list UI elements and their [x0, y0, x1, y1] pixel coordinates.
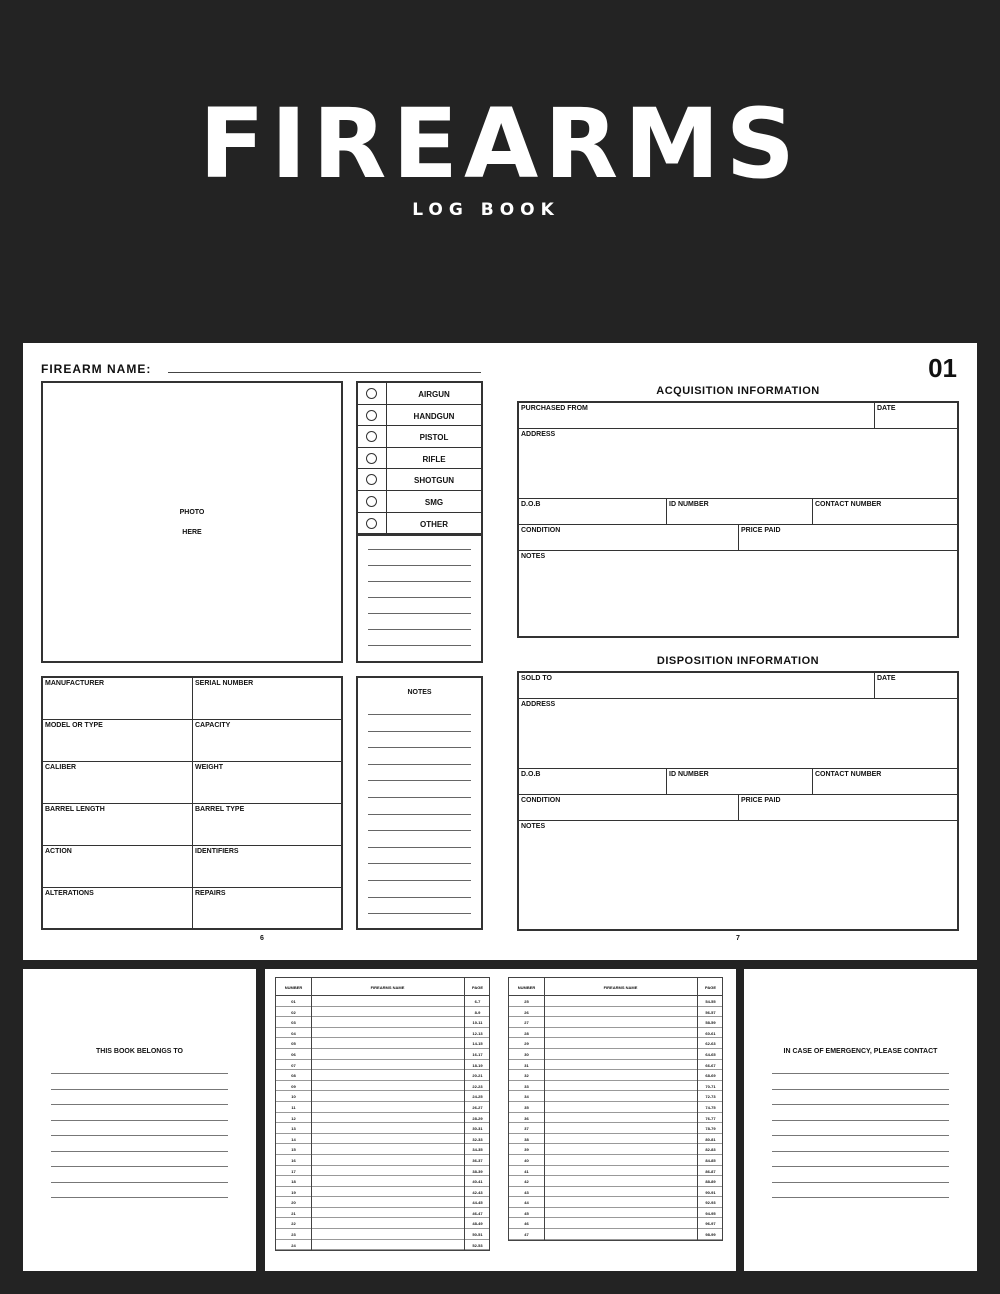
form-label-condition: CONDITION [521, 797, 561, 804]
row-page: 98-99 [705, 1232, 716, 1238]
row-number: 23 [291, 1232, 296, 1238]
spec-field [193, 804, 341, 846]
table-row [509, 1028, 722, 1039]
write-line [368, 797, 471, 798]
row-number: 37 [524, 1126, 529, 1132]
form-label-price: PRICE PAID [741, 527, 781, 534]
row-page: 80-81 [705, 1136, 716, 1142]
row-page: 88-89 [705, 1179, 716, 1185]
table-row [509, 1123, 722, 1134]
write-line [772, 1166, 949, 1167]
table-row [276, 1081, 489, 1092]
write-line [368, 847, 471, 848]
write-line [51, 1089, 228, 1090]
write-line [772, 1135, 949, 1136]
write-line [772, 1120, 949, 1121]
row-number: 25 [524, 999, 529, 1004]
row-number: 29 [524, 1041, 529, 1047]
row-number: 03 [291, 1020, 296, 1026]
row-page: 24-25 [472, 1094, 483, 1100]
row-page: 8-9 [474, 1009, 481, 1015]
form-field-price [739, 525, 957, 551]
row-number: 10 [291, 1094, 296, 1100]
spec-field [193, 762, 341, 804]
table-row [276, 1176, 489, 1187]
contents-header [509, 978, 722, 996]
form-field-address [519, 429, 957, 499]
type-row [358, 405, 481, 427]
row-number: 01 [291, 999, 296, 1004]
row-page: 62-63 [705, 1041, 716, 1047]
write-line [772, 1089, 949, 1090]
row-page: 40-41 [472, 1179, 483, 1185]
row-page: 32-33 [472, 1136, 483, 1142]
type-label: AIRGUN [418, 390, 450, 399]
row-page: 28-29 [472, 1115, 483, 1121]
log-page-spread [23, 343, 977, 960]
row-number: 20 [291, 1200, 296, 1206]
row-page: 60-61 [705, 1030, 716, 1036]
header-cell: PAGE [471, 985, 484, 990]
spec-field [43, 888, 193, 930]
row-number: 11 [291, 1104, 296, 1110]
form-field-from [519, 403, 875, 429]
write-line [368, 880, 471, 881]
type-row [358, 491, 481, 513]
table-row [509, 1134, 722, 1145]
form-field-address [519, 699, 957, 769]
acquisition-title: ACQUISITION INFORMATION [656, 385, 820, 397]
write-line [772, 1182, 949, 1183]
table-row [509, 1081, 722, 1092]
row-number: 46 [524, 1221, 529, 1227]
row-number: 08 [291, 1073, 296, 1079]
row-page: 12-13 [472, 1030, 483, 1036]
write-line [368, 863, 471, 864]
write-line [368, 814, 471, 815]
row-number: 33 [524, 1083, 529, 1089]
write-line [772, 1151, 949, 1152]
spec-field [43, 804, 193, 846]
table-row [509, 1229, 722, 1240]
row-number: 18 [291, 1179, 296, 1185]
radio-icon[interactable] [366, 496, 377, 507]
table-row [276, 1208, 489, 1219]
row-number: 43 [524, 1189, 529, 1195]
type-label: RIFLE [422, 454, 446, 464]
row-page: 74-75 [705, 1104, 716, 1110]
row-number: 40 [524, 1157, 529, 1163]
form-label-price: PRICE PAID [741, 797, 781, 804]
spec-label: MODEL OR TYPE [45, 722, 103, 729]
row-number: 09 [291, 1083, 296, 1089]
column-divider [311, 978, 312, 1250]
form-label-notes: NOTES [521, 823, 546, 830]
row-page: 92-93 [705, 1200, 716, 1206]
row-page: 48-49 [472, 1221, 483, 1227]
form-field-id [667, 769, 813, 795]
form-field-price [739, 795, 957, 821]
write-line [368, 830, 471, 831]
form-field-date [875, 403, 957, 429]
row-number: 31 [524, 1062, 529, 1068]
row-number: 38 [524, 1136, 529, 1142]
row-number: 44 [524, 1200, 529, 1206]
row-page: 10-11 [472, 1020, 483, 1026]
row-page: 54-55 [705, 999, 716, 1004]
photo-label-1: PHOTO [179, 509, 205, 516]
row-number: 04 [291, 1030, 296, 1036]
header-cell: FIREARMS NAME [370, 985, 405, 990]
table-row [509, 1155, 722, 1166]
write-line [368, 645, 471, 646]
form-label-contact: CONTACT NUMBER [815, 771, 882, 778]
spec-field [43, 678, 193, 720]
row-number: 17 [291, 1168, 296, 1174]
spec-field [43, 762, 193, 804]
write-line [368, 714, 471, 715]
row-page: 14-15 [472, 1041, 483, 1047]
form-label-id: ID NUMBER [669, 501, 709, 508]
form-label-dob: D.O.B [521, 501, 541, 508]
table-row [509, 1166, 722, 1177]
spec-field [193, 678, 341, 720]
table-row [509, 1038, 722, 1049]
form-label-condition: CONDITION [521, 527, 561, 534]
spec-label: WEIGHT [195, 764, 223, 771]
belongs-to-page [23, 969, 256, 1271]
form-label-from: PURCHASED FROM [521, 405, 588, 412]
entry-number: 01 [928, 353, 957, 383]
row-number: 26 [524, 1009, 529, 1015]
type-label: SMG [424, 497, 444, 507]
table-row [509, 1197, 722, 1208]
write-line [368, 581, 471, 582]
write-line [51, 1151, 228, 1152]
form-field-contact [813, 769, 957, 795]
write-line [51, 1166, 228, 1167]
form-label-address: ADDRESS [521, 431, 556, 438]
write-line [368, 913, 471, 914]
row-page: 52-53 [472, 1242, 483, 1248]
row-number: 28 [524, 1030, 529, 1036]
row-number: 07 [291, 1062, 296, 1068]
type-row [358, 383, 481, 405]
row-number: 24 [291, 1242, 296, 1248]
spec-field [193, 720, 341, 762]
firearm-name-line [168, 372, 481, 373]
header-cell: NUMBER [517, 985, 536, 990]
radio-icon[interactable] [366, 518, 377, 529]
table-row [509, 1007, 722, 1018]
type-row [358, 469, 481, 491]
radio-icon[interactable] [366, 431, 377, 442]
form-label-date: DATE [877, 405, 896, 412]
row-page: 82-83 [705, 1147, 716, 1153]
type-row [358, 513, 481, 535]
spec-label: SERIAL NUMBER [195, 680, 254, 687]
table-row [509, 1070, 722, 1081]
row-number: 21 [291, 1210, 296, 1216]
table-row [509, 1208, 722, 1219]
form-field-contact [813, 499, 957, 525]
cover-subtitle: LOG BOOK [412, 200, 560, 220]
disposition-title: DISPOSITION INFORMATION [656, 655, 820, 667]
type-label: HANDGUN [413, 411, 455, 421]
column-divider [697, 978, 698, 1240]
row-number: 13 [291, 1126, 296, 1132]
write-line [51, 1197, 228, 1198]
spec-field [43, 720, 193, 762]
table-row [276, 1144, 489, 1155]
firearm-name-label: FIREARM NAME: [41, 362, 152, 376]
type-label: OTHER [420, 519, 448, 529]
table-row [509, 1113, 722, 1124]
row-number: 05 [291, 1041, 296, 1047]
table-row [276, 1060, 489, 1071]
row-page: 96-97 [705, 1221, 716, 1227]
row-page: 22-23 [472, 1083, 483, 1089]
row-page: 30-31 [472, 1126, 483, 1132]
write-line [368, 897, 471, 898]
row-page: 50-51 [472, 1232, 483, 1238]
cover-title: FIREARMS [199, 88, 801, 200]
type-notes-lines [356, 533, 483, 663]
write-line [51, 1104, 228, 1105]
table-row [276, 1187, 489, 1198]
acquisition-form [517, 401, 959, 638]
spec-label: BARREL TYPE [195, 806, 245, 813]
type-label: PISTOL [419, 433, 449, 443]
row-number: 41 [524, 1168, 529, 1174]
spec-label: REPAIRS [195, 890, 226, 897]
table-row [509, 1218, 722, 1229]
table-row [509, 1060, 722, 1071]
table-row [276, 1038, 489, 1049]
write-line [368, 764, 471, 765]
table-row [509, 1176, 722, 1187]
table-row [276, 996, 489, 1007]
contents-spread [265, 969, 736, 1271]
form-field-notes [519, 551, 957, 636]
spec-label: CAPACITY [195, 722, 231, 729]
row-page: 20-21 [472, 1073, 483, 1079]
row-number: 39 [524, 1147, 529, 1153]
form-field-id [667, 499, 813, 525]
write-line [51, 1073, 228, 1074]
radio-icon[interactable] [366, 453, 377, 464]
type-label: SHOTGUN [414, 476, 454, 486]
row-number: 35 [524, 1104, 529, 1110]
row-page: 16-17 [472, 1051, 483, 1057]
row-number: 12 [291, 1115, 296, 1121]
form-field-date [875, 673, 957, 699]
table-row [276, 1240, 489, 1251]
contents-table-left [275, 977, 490, 1251]
table-row [276, 1134, 489, 1145]
row-number: 45 [524, 1210, 529, 1216]
table-row [276, 1218, 489, 1229]
notes-box [356, 676, 483, 930]
radio-icon[interactable] [366, 474, 377, 485]
header-cell: NUMBER [284, 985, 303, 990]
row-number: 36 [524, 1115, 529, 1121]
emergency-label: IN CASE OF EMERGENCY, PLEASE CONTACT [783, 1048, 938, 1055]
spec-field [193, 846, 341, 888]
row-number: 02 [291, 1009, 296, 1015]
spec-field [43, 846, 193, 888]
row-page: 90-91 [705, 1189, 716, 1195]
table-row [276, 1028, 489, 1039]
write-line [51, 1120, 228, 1121]
table-row [276, 1155, 489, 1166]
write-line [368, 747, 471, 748]
row-page: 68-69 [705, 1073, 716, 1079]
write-line [368, 613, 471, 614]
write-line [368, 549, 471, 550]
table-row [509, 1091, 722, 1102]
type-row [358, 426, 481, 448]
table-row [509, 1017, 722, 1028]
write-line [368, 629, 471, 630]
row-page: 26-27 [472, 1104, 483, 1110]
row-page: 84-85 [705, 1157, 716, 1163]
row-page: 56-57 [705, 1009, 716, 1015]
row-number: 19 [291, 1189, 296, 1195]
form-label-notes: NOTES [521, 553, 546, 560]
row-number: 14 [291, 1136, 296, 1142]
table-row [276, 1229, 489, 1240]
spec-label: IDENTIFIERS [195, 848, 239, 855]
table-row [509, 1187, 722, 1198]
table-row [276, 1017, 489, 1028]
row-number: 06 [291, 1051, 296, 1057]
row-page: 46-47 [472, 1210, 483, 1216]
form-field-condition [519, 795, 739, 821]
spec-label: ACTION [45, 848, 72, 855]
row-number: 15 [291, 1147, 296, 1153]
firearm-type-list [356, 381, 483, 536]
contents-table-right [508, 977, 723, 1241]
table-row [276, 1123, 489, 1134]
row-number: 47 [524, 1232, 529, 1238]
header-cell: FIREARMS NAME [603, 985, 638, 990]
spec-label: MANUFACTURER [45, 680, 105, 687]
row-page: 72-73 [705, 1094, 716, 1100]
row-page: 18-19 [472, 1062, 483, 1068]
belongs-to-label: THIS BOOK BELONGS TO [96, 1048, 183, 1055]
write-line [772, 1073, 949, 1074]
disposition-form [517, 671, 959, 931]
table-row [509, 996, 722, 1007]
write-line [368, 565, 471, 566]
write-line [772, 1197, 949, 1198]
table-row [276, 1113, 489, 1124]
emergency-contact-page [744, 969, 977, 1271]
row-page: 86-87 [705, 1168, 716, 1174]
row-page: 66-67 [705, 1062, 716, 1068]
form-field-notes [519, 821, 957, 929]
form-label-date: DATE [877, 675, 896, 682]
table-row [509, 1102, 722, 1113]
row-page: 58-59 [705, 1020, 716, 1026]
spec-label: ALTERATIONS [45, 890, 94, 897]
write-line [368, 780, 471, 781]
row-page: 78-79 [705, 1126, 716, 1132]
row-number: 42 [524, 1179, 529, 1185]
photo-box [41, 381, 343, 663]
row-page: 6-7 [474, 999, 481, 1004]
spec-label: CALIBER [45, 764, 77, 771]
column-divider [464, 978, 465, 1250]
form-field-condition [519, 525, 739, 551]
row-number: 32 [524, 1073, 529, 1079]
header-cell: PAGE [704, 985, 717, 990]
write-line [368, 597, 471, 598]
spec-field [193, 888, 341, 930]
notes-label: NOTES [407, 689, 432, 696]
photo-label-2: HERE [182, 529, 202, 536]
row-page: 94-95 [705, 1210, 716, 1216]
radio-icon[interactable] [366, 388, 377, 399]
row-number: 27 [524, 1020, 529, 1026]
row-page: 76-77 [705, 1115, 716, 1121]
row-page: 70-71 [705, 1083, 716, 1089]
row-page: 42-43 [472, 1189, 483, 1195]
row-page: 34-35 [472, 1147, 483, 1153]
row-page: 38-39 [472, 1168, 483, 1174]
left-page-number: 6 [260, 935, 264, 942]
form-label-dob: D.O.B [521, 771, 541, 778]
form-label-from: SOLD TO [521, 675, 552, 682]
table-row [509, 1144, 722, 1155]
form-field-dob [519, 769, 667, 795]
write-line [51, 1182, 228, 1183]
row-page: 36-37 [472, 1157, 483, 1163]
table-row [509, 1049, 722, 1060]
write-line [368, 731, 471, 732]
table-row [276, 1070, 489, 1081]
table-row [276, 1091, 489, 1102]
table-row [276, 1102, 489, 1113]
form-field-dob [519, 499, 667, 525]
table-row [276, 1007, 489, 1018]
specs-grid [41, 676, 343, 930]
type-row [358, 448, 481, 470]
contents-header [276, 978, 489, 996]
radio-icon[interactable] [366, 410, 377, 421]
form-label-address: ADDRESS [521, 701, 556, 708]
table-row [276, 1166, 489, 1177]
row-number: 30 [524, 1051, 529, 1057]
row-number: 16 [291, 1157, 296, 1163]
row-number: 22 [291, 1221, 296, 1227]
write-line [772, 1104, 949, 1105]
row-page: 44-45 [472, 1200, 483, 1206]
write-line [51, 1135, 228, 1136]
right-page-number: 7 [736, 935, 740, 942]
row-page: 64-65 [705, 1051, 716, 1057]
row-number: 34 [524, 1094, 529, 1100]
table-row [276, 1049, 489, 1060]
form-field-from [519, 673, 875, 699]
column-divider [544, 978, 545, 1240]
form-label-contact: CONTACT NUMBER [815, 501, 882, 508]
spec-label: BARREL LENGTH [45, 806, 105, 813]
form-label-id: ID NUMBER [669, 771, 709, 778]
table-row [276, 1197, 489, 1208]
